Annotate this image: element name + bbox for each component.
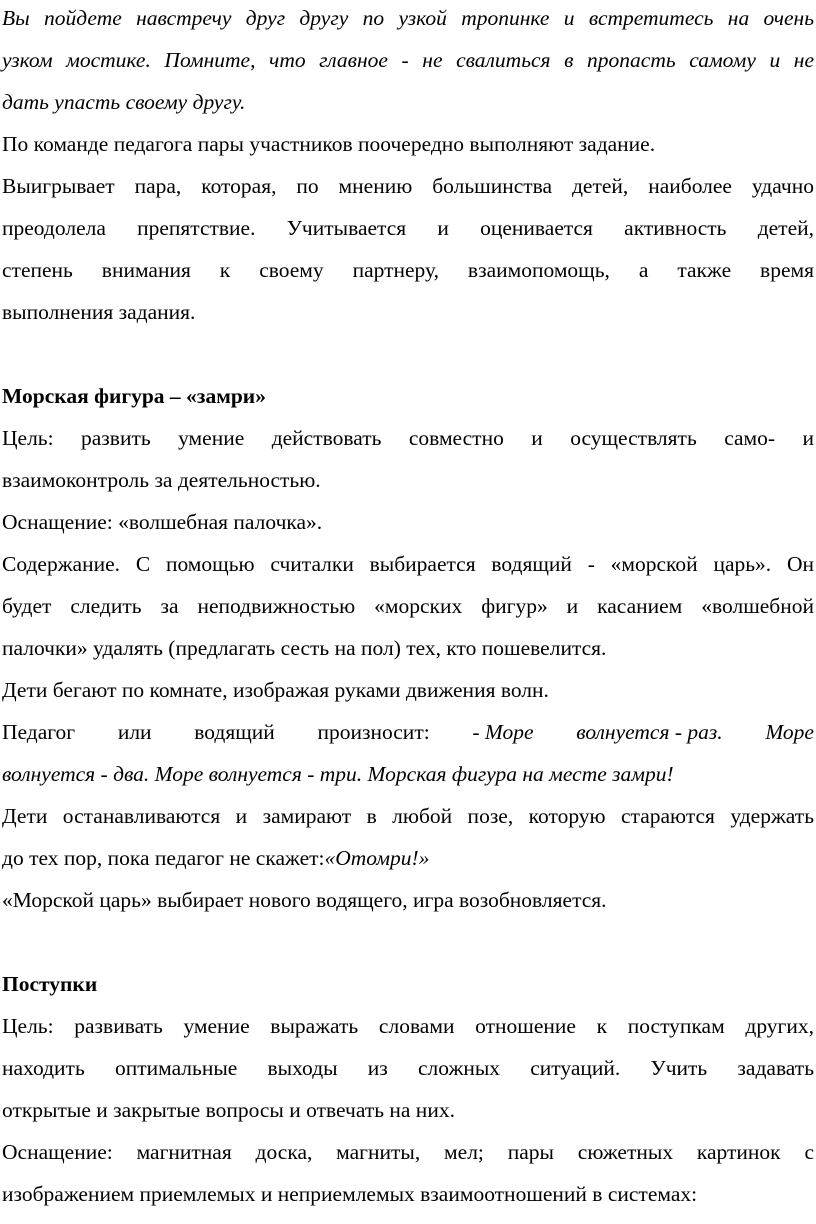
game1-content-line-1: Содержание. С помощью считалки выбирается водящий - «морской царь». Он: [2, 552, 814, 576]
intro-paragraph-2-line-1: Выигрывает пара, которая, по мнению большинства детей, наиболее удачно: [2, 174, 814, 198]
game1-speech-line-1: [2, 718, 814, 746]
intro-paragraph-2-line-4: выполнения задания.: [2, 300, 196, 324]
section-title-deeds: Поступки: [2, 972, 98, 996]
speech-word: водящий: [194, 720, 275, 744]
game1-content-line-2: будет следить за неподвижностью «морских фигур» и касанием «волшебной: [2, 594, 814, 618]
game1-stop-line-1: Дети останавливаются и замирают в любой позе, которую стараются удержать: [2, 804, 814, 828]
speech-word: или: [117, 720, 152, 744]
game2-goal-line-3: открытые и закрытые вопросы и отвечать на них.: [2, 1098, 455, 1122]
game1-content-line-3: палочки» удалять (предлагать сесть на пол) тех, кто пошевелится.: [2, 636, 607, 660]
intro-italic-line-1: Вы пойдете навстречу друг другу по узкой тропинке и встретитесь на очень: [2, 6, 814, 30]
game2-equipment-line-1: Оснащение: магнитная доска, магниты, мел; пары сюжетных картинок с: [2, 1140, 814, 1164]
speech-word: Педагог: [2, 720, 76, 744]
game2-goal-line-2: находить оптимальные выходы из сложных ситуаций. Учить задавать: [2, 1056, 814, 1080]
intro-paragraph-2-line-2: преодолела препятствие. Учитывается и оценивается активность детей,: [2, 216, 814, 240]
intro-paragraph-2-line-3: степень внимания к своему партнеру, взаимопомощь, а также время: [2, 258, 814, 282]
speech-word-with-dash: волнуется - раз.: [576, 720, 723, 744]
game1-children-run: Дети бегают по комнате, изображая руками движения волн.: [2, 678, 549, 702]
speech-dash-and-word: - Море: [472, 720, 534, 744]
intro-italic-line-2: узком мостике. Помните, что главное - не свалиться в пропасть самому и не: [2, 48, 814, 72]
game2-equipment-line-2: изображением приемлемых и неприемлемых взаимоотношений в системах:: [2, 1182, 698, 1206]
speech-word: произносит:: [317, 720, 430, 744]
game1-goal-line-2: взаимоконтроль за деятельностью.: [2, 468, 321, 492]
section-title-sea-figure: Морская фигура – «замри»: [2, 384, 266, 408]
intro-italic-line-3: дать упасть своему другу.: [2, 90, 246, 114]
speech-word: Море: [765, 720, 814, 744]
intro-paragraph-1: По команде педагога пары участников поочередно выполняют задание.: [2, 132, 656, 156]
game1-goal-line-1: Цель: развить умение действовать совместно и осуществлять само- и: [2, 426, 814, 450]
game1-speech-line-2: волнуется - два. Море волнуется - три. Морская фигура на месте замри!: [2, 762, 674, 786]
game1-new-leader: «Морской царь» выбирает нового водящего, игра возобновляется.: [2, 888, 607, 912]
game2-goal-line-1: Цель: развивать умение выражать словами отношение к поступкам других,: [2, 1014, 814, 1038]
game1-stop-line-2: до тех пор, пока педагог не скажет:«Отомри!»: [2, 846, 430, 870]
game1-equipment: Оснащение: «волшебная палочка».: [2, 510, 323, 534]
